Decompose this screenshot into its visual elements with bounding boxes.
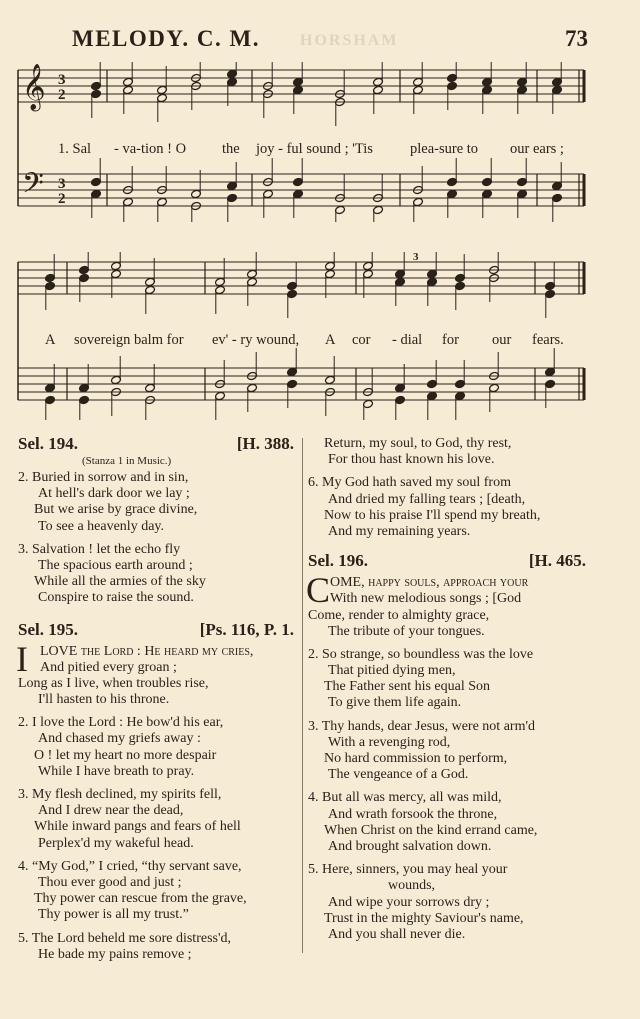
verse-line: 2. I love the Lord : He bow'd his ear, bbox=[18, 715, 224, 731]
lyric-word: - dial bbox=[392, 332, 423, 348]
lyric-word: our bbox=[492, 332, 512, 348]
verse-line: When Christ on the kind errand came, bbox=[324, 822, 538, 838]
time-signature: 3 bbox=[58, 72, 66, 88]
verse-line: And chased my griefs away : bbox=[38, 731, 201, 747]
stanza bbox=[18, 931, 298, 963]
verse-line: wounds, bbox=[388, 878, 436, 894]
lyric-word: the bbox=[222, 141, 240, 157]
verse-line: OME, happy souls, approach your bbox=[330, 575, 529, 591]
verse-line: 3. Thy hands, dear Jesus, were not arm'd bbox=[308, 718, 535, 734]
verse-line: Now to his praise I'll spend my breath, bbox=[324, 507, 541, 523]
verse-line: Thy power is all my trust.” bbox=[38, 907, 189, 923]
lyric-word: ev' - ry wound, bbox=[212, 332, 300, 348]
lyric-word: - va-tion ! O bbox=[114, 141, 187, 157]
verse-line: LOVE the Lord : He heard my cries, bbox=[40, 643, 254, 659]
verse-line: 4. But all was mercy, all was mild, bbox=[308, 790, 502, 806]
triplet-mark: 3 bbox=[413, 252, 419, 263]
hymn-reference: [Ps. 116, P. 1. bbox=[199, 619, 294, 639]
verse-line: Come, render to almighty grace, bbox=[308, 607, 490, 623]
verse-line: 4. “My God,” I cried, “thy servant save, bbox=[18, 858, 242, 874]
right-column bbox=[308, 436, 590, 950]
treble-clef: 𝄞 bbox=[22, 64, 46, 110]
verse-line: And brought salvation down. bbox=[328, 838, 492, 854]
verse-line: Return, my soul, to God, thy rest, bbox=[324, 436, 512, 451]
lyric-word: sovereign balm for bbox=[74, 332, 184, 348]
verse-line: To see a heavenly day. bbox=[38, 518, 164, 534]
time-signature: 2 bbox=[58, 191, 66, 207]
lyric-word: for bbox=[442, 332, 459, 348]
stanza bbox=[308, 647, 590, 712]
verse-line: The vengeance of a God. bbox=[328, 767, 469, 783]
verse-line: And wrath forsook the throne, bbox=[328, 806, 498, 822]
verse-line: Perplex'd my wakeful head. bbox=[38, 835, 194, 851]
stanza bbox=[308, 862, 590, 943]
verse-line: But we arise by grace divine, bbox=[34, 502, 198, 518]
verse-line: The spacious earth around ; bbox=[38, 557, 193, 573]
page-header bbox=[0, 26, 640, 56]
selection-number: Sel. 194. bbox=[18, 434, 78, 453]
drop-cap: C bbox=[306, 570, 331, 611]
verse-line: Trust in the mighty Saviour's name, bbox=[324, 910, 524, 926]
stanza bbox=[308, 436, 590, 468]
hymn-reference: [H. 465. bbox=[528, 551, 586, 571]
tune-title: MELODY. C. M. bbox=[72, 26, 260, 51]
selection-heading bbox=[18, 436, 298, 458]
verse-line: The tribute of your tongues. bbox=[328, 623, 485, 639]
stanza bbox=[308, 475, 590, 540]
stanza bbox=[308, 790, 590, 855]
verse-line: At hell's dark door we lay ; bbox=[38, 486, 190, 502]
left-column bbox=[18, 436, 298, 970]
lyric-word: A bbox=[325, 332, 336, 348]
stanza bbox=[16, 638, 298, 709]
lyric-word: our ears ; bbox=[510, 141, 564, 157]
selection-heading bbox=[308, 553, 590, 575]
verse-line: 2. Buried in sorrow and in sin, bbox=[18, 470, 189, 485]
drop-cap: I bbox=[16, 638, 28, 679]
stanza bbox=[18, 859, 298, 924]
verse-line: I'll hasten to his throne. bbox=[38, 692, 170, 708]
verse-line: 3. My flesh declined, my spirits fell, bbox=[18, 787, 222, 802]
verse-line: He bade my pains remove ; bbox=[38, 946, 192, 962]
selection-number: Sel. 196. bbox=[308, 551, 368, 571]
lyric-word: fears. bbox=[532, 332, 564, 348]
lyric-word: A bbox=[45, 332, 56, 348]
verse-line: O ! let my heart no more despair bbox=[34, 747, 217, 763]
selection-heading bbox=[18, 619, 298, 644]
bass-clef: 𝄢 bbox=[22, 167, 44, 207]
stanza bbox=[308, 719, 590, 784]
stanza bbox=[18, 787, 298, 852]
verse-line: No hard commission to perform, bbox=[324, 751, 508, 766]
verse-line: And pitied every groan ; bbox=[40, 659, 177, 675]
verse-line: And dried my falling tears ; [death, bbox=[328, 491, 526, 507]
lyric-word: plea-sure to bbox=[410, 141, 479, 157]
stanza bbox=[306, 570, 590, 640]
verse-line: Thou ever good and just ; bbox=[38, 874, 182, 890]
stanza bbox=[18, 542, 298, 607]
verse-line: That pitied dying men, bbox=[328, 663, 456, 679]
verse-line: While inward pangs and fears of hell bbox=[34, 819, 241, 835]
lyric-word: cor bbox=[352, 332, 371, 348]
verse-line: With new melodious songs ; [God bbox=[330, 591, 522, 607]
verse-line: 3. Salvation ! let the echo fly bbox=[18, 541, 181, 557]
verse-line: Long as I live, when troubles rise, bbox=[18, 675, 209, 691]
lyric-word: joy - ful sound ; 'Tis bbox=[256, 141, 373, 157]
verse-line: 6. My God hath saved my soul from bbox=[308, 475, 511, 491]
hymn-reference: [H. 388. bbox=[236, 434, 294, 453]
verse-line: To give them life again. bbox=[328, 695, 462, 711]
verse-line: And my remaining years. bbox=[328, 523, 471, 539]
verse-line: 5. The Lord beheld me sore distress'd, bbox=[18, 930, 231, 946]
stanza bbox=[18, 715, 298, 780]
show-through-text: HORSHAM bbox=[300, 32, 399, 49]
verse-line: And wipe your sorrows dry ; bbox=[328, 894, 490, 910]
verse-line: For thou hast known his love. bbox=[328, 452, 495, 468]
verse-line: 5. Here, sinners, you may heal your bbox=[308, 862, 508, 878]
verse-line: While all the armies of the sky bbox=[34, 574, 206, 590]
page-number: 73 bbox=[565, 26, 588, 51]
verse-line: 2. So strange, so boundless was the love bbox=[308, 646, 534, 662]
verse-line: Conspire to raise the sound. bbox=[38, 590, 194, 606]
time-signature: 3 bbox=[58, 176, 66, 192]
column-divider bbox=[302, 438, 303, 953]
stanza-note: (Stanza 1 in Music.) bbox=[82, 455, 172, 467]
stanza bbox=[18, 470, 298, 535]
lyric-word: 1. Sal bbox=[58, 141, 92, 157]
selection-number: Sel. 195. bbox=[18, 619, 78, 639]
verse-line: Thy power can rescue from the grave, bbox=[34, 891, 247, 907]
verse-line: While I have breath to pray. bbox=[38, 763, 195, 779]
verse-line: The Father sent his equal Son bbox=[324, 679, 491, 695]
verse-line: And you shall never die. bbox=[328, 926, 466, 942]
verse-line: And I drew near the dead, bbox=[38, 803, 184, 819]
time-signature: 2 bbox=[58, 87, 66, 103]
verse-line: With a revenging rod, bbox=[328, 734, 451, 750]
